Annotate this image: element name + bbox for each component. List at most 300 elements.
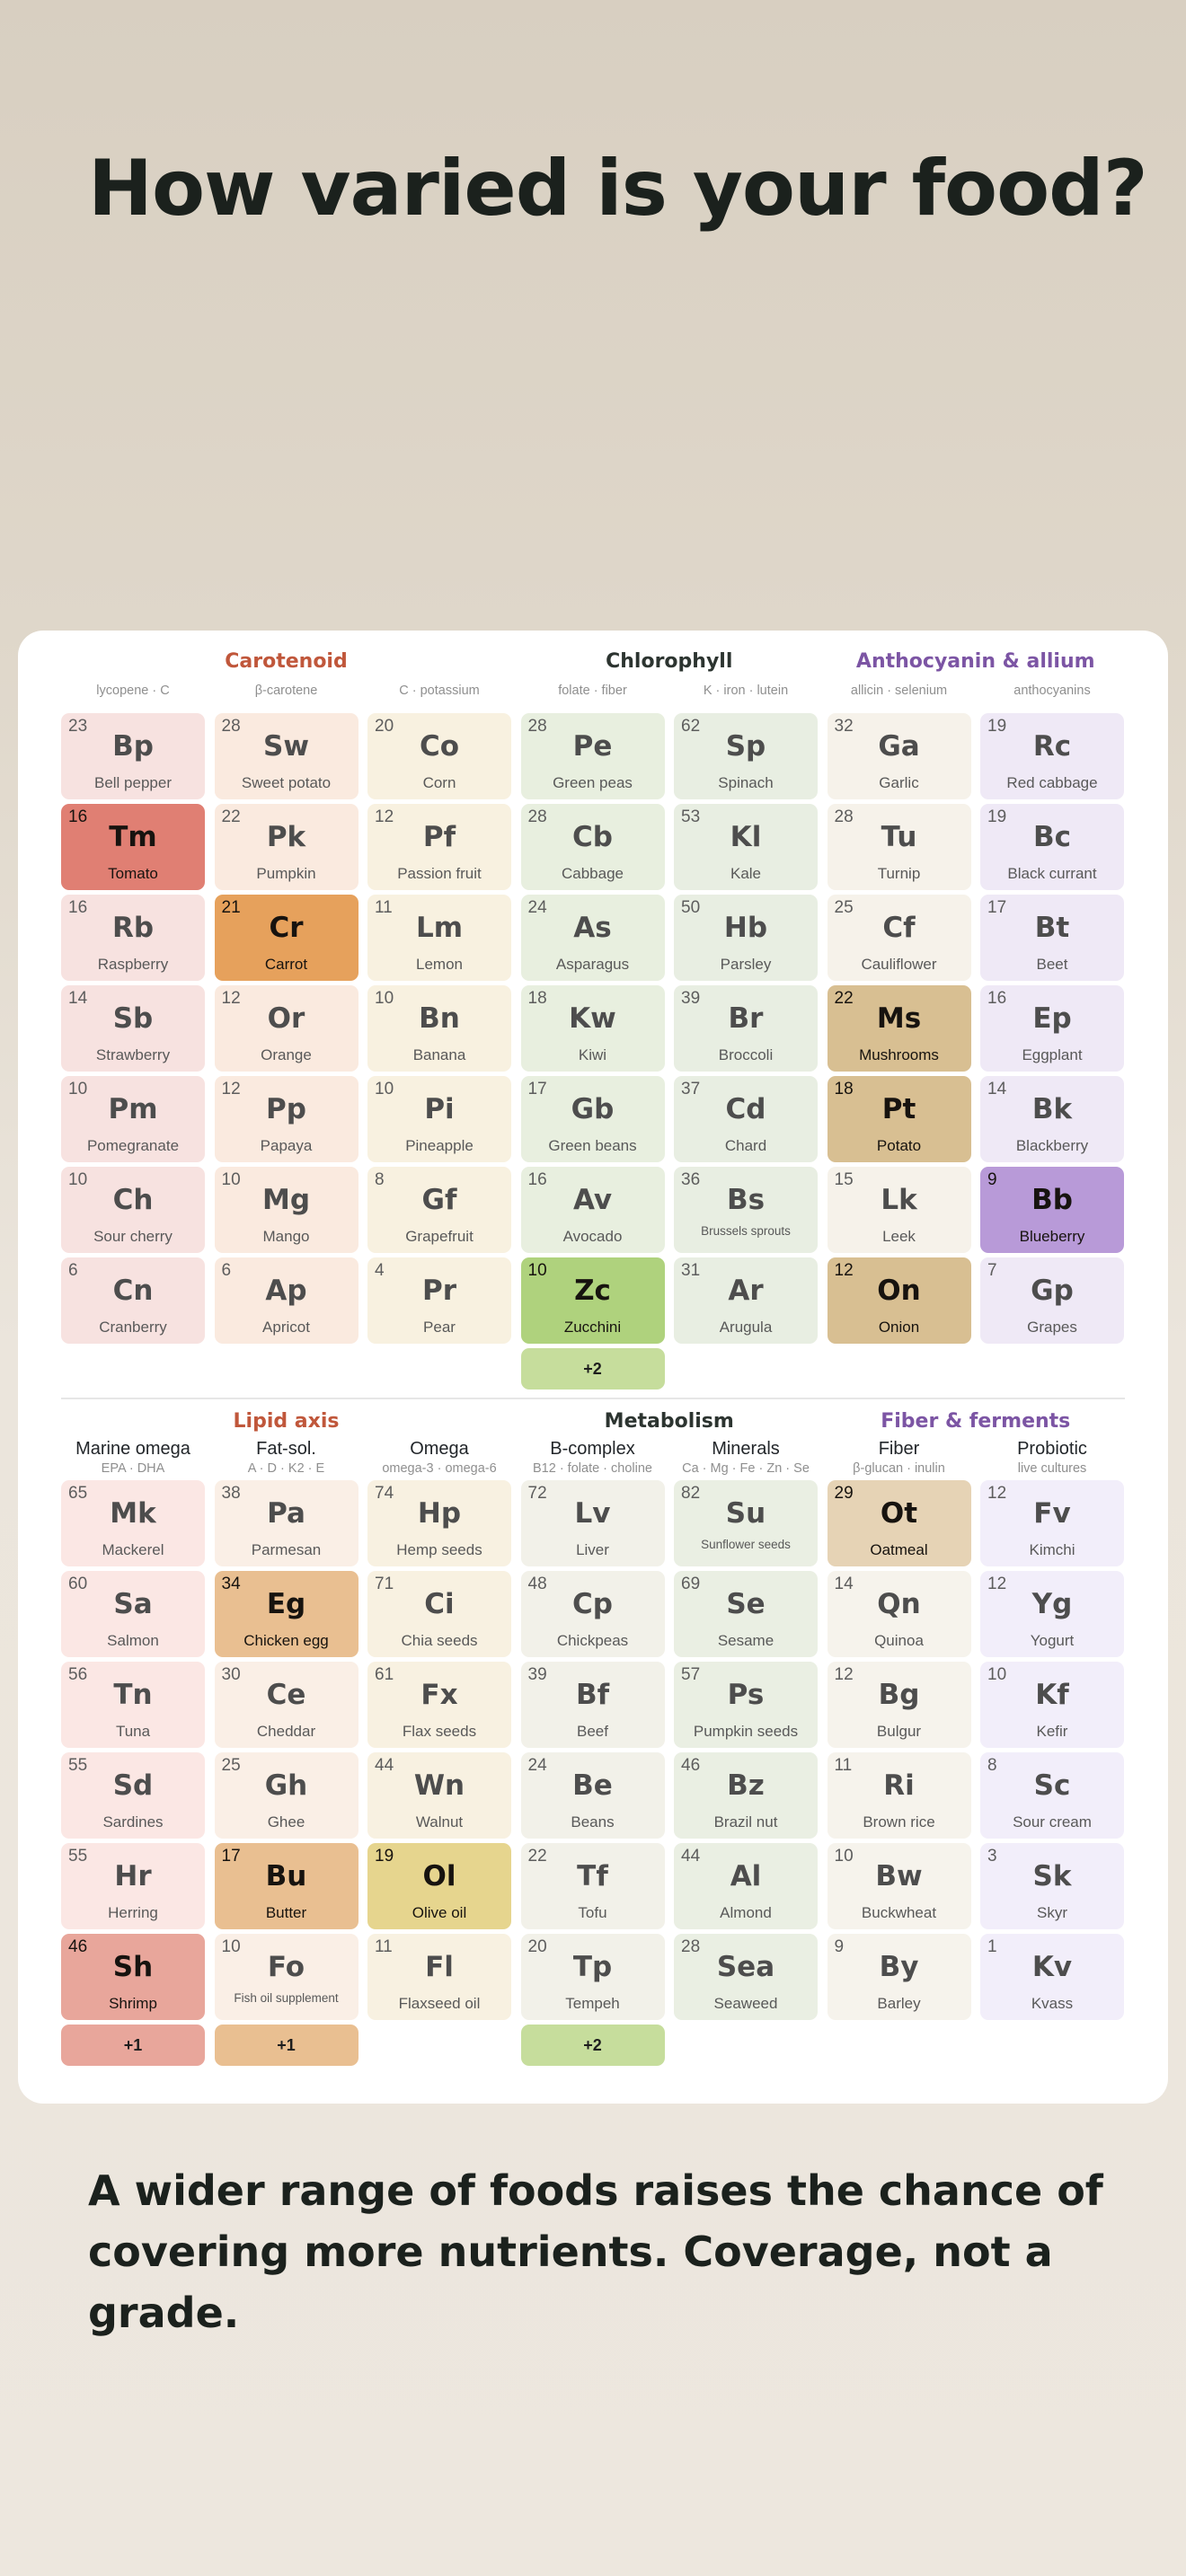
food-count: 3 <box>987 1847 997 1866</box>
food-symbol: Bs <box>726 1184 766 1216</box>
food-name: Corn <box>422 774 456 791</box>
food-cell-sour-cream[interactable] <box>980 1752 1124 1839</box>
food-name: Cranberry <box>99 1319 167 1336</box>
food-count: 17 <box>527 1080 547 1098</box>
food-count: 28 <box>527 717 547 736</box>
food-cell-garlic[interactable] <box>828 713 971 799</box>
food-count: 12 <box>834 1261 854 1280</box>
food-symbol: Pp <box>266 1093 306 1125</box>
food-count: 18 <box>527 989 547 1008</box>
food-symbol: Sp <box>725 730 766 763</box>
food-count: 46 <box>68 1937 88 1956</box>
food-name: Mackerel <box>102 1541 164 1558</box>
food-cell-mango[interactable] <box>215 1167 358 1253</box>
food-symbol: Kf <box>1035 1679 1069 1711</box>
food-count: 14 <box>834 1575 854 1593</box>
group-title-anthocyanin: Anthocyanin & allium <box>855 650 1095 673</box>
column-name: Fat-sol. <box>256 1439 316 1459</box>
column-subtitle: allicin · selenium <box>850 684 948 698</box>
food-cell-bulgur[interactable] <box>828 1662 971 1748</box>
food-cell-cheddar[interactable] <box>215 1662 358 1748</box>
food-name: Tomato <box>108 865 158 882</box>
food-symbol: Lm <box>415 912 464 944</box>
food-count: 17 <box>987 898 1007 917</box>
food-symbol: Cb <box>572 821 613 853</box>
food-symbol: Fx <box>420 1679 458 1711</box>
food-name: Bulgur <box>876 1723 922 1740</box>
food-count: 11 <box>834 1756 853 1775</box>
food-name: Herring <box>108 1904 158 1921</box>
food-cell-barley[interactable] <box>828 1934 971 2020</box>
food-cell-butter[interactable] <box>215 1843 358 1929</box>
column-name: Marine omega <box>75 1439 190 1459</box>
food-symbol: Fv <box>1033 1497 1071 1530</box>
food-symbol: Bb <box>1031 1184 1073 1216</box>
food-symbol: Hb <box>723 912 768 944</box>
food-name: Pear <box>423 1319 456 1336</box>
food-count: 6 <box>221 1261 232 1280</box>
more-foods-button[interactable]: +2 <box>521 2025 665 2066</box>
food-cell-seaweed[interactable] <box>674 1934 818 2020</box>
group-title-fiber: Fiber & ferments <box>881 1410 1071 1433</box>
food-cell-chard[interactable] <box>674 1076 818 1162</box>
food-count: 8 <box>987 1756 997 1775</box>
food-name: Leek <box>882 1228 916 1245</box>
food-symbol: On <box>877 1275 921 1307</box>
food-cell-kale[interactable] <box>674 804 818 890</box>
food-cell-potato[interactable] <box>828 1076 971 1162</box>
food-symbol: Sd <box>112 1769 154 1802</box>
food-name: Kimchi <box>1029 1541 1075 1558</box>
food-cell-skyr[interactable] <box>980 1843 1124 1929</box>
food-symbol: Bt <box>1034 912 1070 944</box>
food-cell-yogurt[interactable] <box>980 1571 1124 1657</box>
food-name: Turnip <box>877 865 921 882</box>
food-count: 46 <box>681 1756 701 1775</box>
food-name: Broccoli <box>718 1046 774 1063</box>
food-count: 24 <box>527 1756 547 1775</box>
food-cell-kimchi[interactable] <box>980 1480 1124 1566</box>
food-name: Beef <box>577 1723 608 1740</box>
section-plant-pigments <box>61 650 1125 1394</box>
food-count: 18 <box>834 1080 854 1098</box>
food-name: Mango <box>262 1228 310 1245</box>
food-count: 65 <box>68 1484 88 1503</box>
food-symbol: Pf <box>422 821 456 853</box>
food-name: Passion fruit <box>397 865 482 882</box>
food-cell-pear[interactable] <box>367 1257 511 1344</box>
food-cell-kefir[interactable] <box>980 1662 1124 1748</box>
food-cell-kvass[interactable] <box>980 1934 1124 2020</box>
food-count: 38 <box>221 1484 241 1503</box>
food-cell-beet[interactable] <box>980 895 1124 981</box>
food-cell-buckwheat[interactable] <box>828 1843 971 1929</box>
food-name: Fish oil supplement <box>234 1991 339 2005</box>
food-cell-chickpeas[interactable] <box>521 1571 665 1657</box>
food-cell-banana[interactable] <box>367 985 511 1072</box>
food-name: Bell pepper <box>93 774 172 791</box>
food-symbol: Ch <box>112 1184 154 1216</box>
food-cell-kiwi[interactable] <box>521 985 665 1072</box>
food-name: Red cabbage <box>1006 774 1098 791</box>
footer-note: A wider range of foods raises the chance of covering more nutrients. Coverage, not a grade. <box>88 2166 1103 2337</box>
food-count: 20 <box>527 1937 547 1956</box>
food-count: 34 <box>221 1575 241 1593</box>
food-symbol: Fl <box>425 1951 454 1983</box>
food-symbol: Cn <box>112 1275 154 1307</box>
food-cell-oatmeal[interactable] <box>828 1480 971 1566</box>
food-name: Liver <box>576 1541 609 1558</box>
food-cell-lemon[interactable] <box>367 895 511 981</box>
food-cell-green-peas[interactable] <box>521 713 665 799</box>
food-name: Tofu <box>578 1904 607 1921</box>
food-cell-brussels-sprouts[interactable] <box>674 1167 818 1253</box>
food-name: Beans <box>571 1813 615 1831</box>
column-subtitle: β-carotene <box>254 684 318 698</box>
food-cell-asparagus[interactable] <box>521 895 665 981</box>
food-name: Seaweed <box>713 1995 778 2012</box>
food-count: 1 <box>987 1937 997 1956</box>
food-cell-sardines[interactable] <box>61 1752 205 1839</box>
food-symbol: Gb <box>571 1093 615 1125</box>
food-cell-corn[interactable] <box>367 713 511 799</box>
food-count: 28 <box>681 1937 701 1956</box>
food-name: Potato <box>876 1137 922 1154</box>
food-symbol: Tn <box>113 1679 153 1711</box>
food-cell-spinach[interactable] <box>674 713 818 799</box>
food-count: 60 <box>68 1575 88 1593</box>
food-cell-liver[interactable] <box>521 1480 665 1566</box>
food-cell-leek[interactable] <box>828 1167 971 1253</box>
food-cell-hemp-seeds[interactable] <box>367 1480 511 1566</box>
food-name: Flaxseed oil <box>398 1995 481 2012</box>
food-count: 9 <box>987 1170 997 1189</box>
food-symbol: Pr <box>421 1275 456 1307</box>
food-cell-carrot[interactable] <box>215 895 358 981</box>
food-cell-sweet-potato[interactable] <box>215 713 358 799</box>
food-cell-sunflower-seeds[interactable] <box>674 1480 818 1566</box>
food-count: 50 <box>681 898 701 917</box>
food-count: 23 <box>68 717 88 736</box>
food-count: 10 <box>527 1261 547 1280</box>
food-cell-tempeh[interactable] <box>521 1934 665 2020</box>
food-cell-blueberry[interactable] <box>980 1167 1124 1253</box>
food-cell-brazil-nut[interactable] <box>674 1752 818 1839</box>
food-count: 16 <box>68 807 88 826</box>
food-count: 22 <box>221 807 241 826</box>
column-subtitle: folate · fiber <box>558 684 627 698</box>
food-cell-broccoli[interactable] <box>674 985 818 1072</box>
food-name: Eggplant <box>1022 1046 1083 1063</box>
food-cell-sesame[interactable] <box>674 1571 818 1657</box>
food-symbol: Tf <box>577 1860 608 1892</box>
food-cell-green-beans[interactable] <box>521 1076 665 1162</box>
food-symbol: Ga <box>878 730 920 763</box>
food-symbol: Bc <box>1032 821 1071 853</box>
food-name: Butter <box>265 1904 307 1921</box>
food-symbol: Ce <box>266 1679 306 1711</box>
column-subtitle: K · iron · lutein <box>703 684 789 698</box>
food-cell-quinoa[interactable] <box>828 1571 971 1657</box>
food-symbol: Tp <box>572 1951 613 1983</box>
food-cell-tuna[interactable] <box>61 1662 205 1748</box>
food-count: 36 <box>681 1170 701 1189</box>
food-table-card <box>18 631 1168 2104</box>
food-cell-strawberry[interactable] <box>61 985 205 1072</box>
food-symbol: Qn <box>877 1588 921 1620</box>
food-symbol: Bp <box>112 730 154 763</box>
food-cell-papaya[interactable] <box>215 1076 358 1162</box>
food-name: Almond <box>720 1904 772 1921</box>
food-count: 12 <box>987 1484 1007 1503</box>
food-name: Cheddar <box>256 1723 316 1740</box>
column-subtitle: A · D · K2 · E <box>247 1461 325 1476</box>
food-count: 25 <box>221 1756 241 1775</box>
food-name: Chard <box>724 1137 767 1154</box>
food-name: Skyr <box>1037 1904 1067 1921</box>
food-symbol: Pe <box>572 730 613 763</box>
more-foods-button[interactable]: +1 <box>61 2025 205 2066</box>
food-name: Brussels sprouts <box>701 1224 791 1238</box>
group-title-carotenoid: Carotenoid <box>225 650 348 673</box>
food-count: 74 <box>375 1484 394 1503</box>
food-name: Kefir <box>1036 1723 1068 1740</box>
food-cell-grapes[interactable] <box>980 1257 1124 1344</box>
more-foods-button[interactable]: +1 <box>215 2025 358 2066</box>
food-cell-beef[interactable] <box>521 1662 665 1748</box>
food-cell-shrimp[interactable] <box>61 1934 205 2020</box>
food-symbol: Br <box>728 1002 764 1035</box>
food-name: Sour cherry <box>93 1228 173 1245</box>
food-symbol: Sc <box>1033 1769 1071 1802</box>
food-name: Onion <box>878 1319 920 1336</box>
food-name: Lemon <box>416 956 463 973</box>
food-count: 44 <box>375 1756 394 1775</box>
food-symbol: Fo <box>267 1951 305 1983</box>
food-cell-walnut[interactable] <box>367 1752 511 1839</box>
food-count: 22 <box>834 989 854 1008</box>
food-cell-olive-oil[interactable] <box>367 1843 511 1929</box>
column-subtitle: lycopene · C <box>96 684 170 698</box>
food-symbol: Av <box>572 1184 613 1216</box>
food-symbol: Pm <box>108 1093 158 1125</box>
food-name: Yogurt <box>1030 1632 1075 1649</box>
food-name: Chickpeas <box>556 1632 629 1649</box>
food-cell-cauliflower[interactable] <box>828 895 971 981</box>
food-symbol: As <box>573 912 612 944</box>
food-cell-apricot[interactable] <box>215 1257 358 1344</box>
food-name: Arugula <box>719 1319 773 1336</box>
food-name: Cauliflower <box>861 956 937 973</box>
food-name: Pumpkin <box>256 865 316 882</box>
food-symbol: Eg <box>266 1588 306 1620</box>
food-name: Olive oil <box>412 1904 467 1921</box>
food-symbol: Pk <box>266 821 306 853</box>
food-cell-onion[interactable] <box>828 1257 971 1344</box>
food-cell-avocado[interactable] <box>521 1167 665 1253</box>
food-cell-cranberry[interactable] <box>61 1257 205 1344</box>
food-symbol: Ot <box>880 1497 918 1530</box>
food-count: 19 <box>375 1847 394 1866</box>
food-cell-parsley[interactable] <box>674 895 818 981</box>
food-cell-blackberry[interactable] <box>980 1076 1124 1162</box>
food-count: 61 <box>375 1665 394 1684</box>
food-cell-eggplant[interactable] <box>980 985 1124 1072</box>
food-count: 16 <box>68 898 88 917</box>
food-name: Mushrooms <box>859 1046 939 1063</box>
column-subtitle: Ca · Mg · Fe · Zn · Se <box>682 1461 810 1476</box>
food-cell-pineapple[interactable] <box>367 1076 511 1162</box>
food-count: 25 <box>834 898 854 917</box>
food-count: 16 <box>987 989 1007 1008</box>
food-count: 12 <box>221 1080 241 1098</box>
food-name: Pomegranate <box>86 1137 180 1154</box>
food-name: Shrimp <box>109 1995 157 2012</box>
group-title-metabolism: Metabolism <box>604 1410 734 1433</box>
food-symbol: Sw <box>263 730 309 763</box>
food-symbol: Ps <box>727 1679 765 1711</box>
food-count: 55 <box>68 1756 88 1775</box>
food-cell-zucchini[interactable] <box>521 1257 665 1344</box>
food-count: 28 <box>221 717 241 736</box>
food-cell-bell-pepper[interactable] <box>61 713 205 799</box>
food-name: Beet <box>1036 956 1068 973</box>
food-symbol: Gp <box>1031 1275 1074 1307</box>
food-cell-raspberry[interactable] <box>61 895 205 981</box>
food-count: 20 <box>375 717 394 736</box>
food-name: Spinach <box>718 774 774 791</box>
food-count: 7 <box>987 1261 997 1280</box>
food-count: 62 <box>681 717 701 736</box>
food-name: Kvass <box>1031 1995 1074 2012</box>
food-cell-herring[interactable] <box>61 1843 205 1929</box>
food-cell-arugula[interactable] <box>674 1257 818 1344</box>
food-symbol: Bu <box>265 1860 307 1892</box>
food-symbol: Sh <box>112 1951 154 1983</box>
food-name: Apricot <box>262 1319 310 1336</box>
food-count: 39 <box>527 1665 547 1684</box>
food-cell-pomegranate[interactable] <box>61 1076 205 1162</box>
food-count: 10 <box>68 1170 88 1189</box>
food-cell-chicken-egg[interactable] <box>215 1571 358 1657</box>
food-symbol: Tu <box>881 821 917 853</box>
food-symbol: Gh <box>264 1769 308 1802</box>
food-cell-red-cabbage[interactable] <box>980 713 1124 799</box>
food-count: 31 <box>681 1261 701 1280</box>
food-cell-tofu[interactable] <box>521 1843 665 1929</box>
food-name: Quinoa <box>874 1632 924 1649</box>
food-cell-pumpkin-seeds[interactable] <box>674 1662 818 1748</box>
food-count: 10 <box>221 1170 241 1189</box>
more-foods-button[interactable]: +2 <box>521 1348 665 1389</box>
food-cell-salmon[interactable] <box>61 1571 205 1657</box>
food-count: 56 <box>68 1665 88 1684</box>
food-symbol: Mg <box>261 1184 311 1216</box>
food-cell-chia-seeds[interactable] <box>367 1571 511 1657</box>
food-count: 12 <box>834 1665 854 1684</box>
column-subtitle: β-glucan · inulin <box>853 1461 945 1476</box>
food-cell-mushrooms[interactable] <box>828 985 971 1072</box>
food-cell-black-currant[interactable] <box>980 804 1124 890</box>
food-name: Tempeh <box>565 1995 620 2012</box>
food-name: Pineapple <box>405 1137 474 1154</box>
food-cell-parmesan[interactable] <box>215 1480 358 1566</box>
food-cell-turnip[interactable] <box>828 804 971 890</box>
food-symbol: Bk <box>1031 1093 1073 1125</box>
food-symbol: Pt <box>881 1093 916 1125</box>
food-symbol: Zc <box>574 1275 611 1307</box>
food-cell-tomato[interactable] <box>61 804 205 890</box>
food-name: Sour cream <box>1013 1813 1092 1831</box>
food-cell-pumpkin[interactable] <box>215 804 358 890</box>
food-count: 55 <box>68 1847 88 1866</box>
food-cell-fish-oil-supplement[interactable] <box>215 1934 358 2020</box>
food-symbol: Ep <box>1032 1002 1072 1035</box>
food-name: Barley <box>877 1995 921 2012</box>
food-name: Chicken egg <box>243 1632 329 1649</box>
food-count: 28 <box>834 807 854 826</box>
food-name: Brown rice <box>863 1813 935 1831</box>
food-count: 14 <box>987 1080 1007 1098</box>
page-title: How varied is your food? <box>88 144 1147 234</box>
food-count: 69 <box>681 1575 701 1593</box>
food-count: 12 <box>375 807 394 826</box>
section-nutrient-axes <box>61 1410 1125 2075</box>
food-symbol: Hr <box>114 1860 152 1892</box>
food-cell-orange[interactable] <box>215 985 358 1072</box>
food-name: Brazil nut <box>713 1813 778 1831</box>
food-symbol: Cf <box>882 912 916 944</box>
food-symbol: Ci <box>424 1588 455 1620</box>
food-name: Sweet potato <box>241 774 332 791</box>
food-cell-ghee[interactable] <box>215 1752 358 1839</box>
food-name: Walnut <box>415 1813 464 1831</box>
food-symbol: Tm <box>109 821 157 853</box>
food-symbol: Ri <box>883 1769 915 1802</box>
food-name: Cabbage <box>561 865 624 882</box>
food-name: Banana <box>412 1046 466 1063</box>
column-subtitle: B12 · folate · choline <box>533 1461 652 1476</box>
food-symbol: Bn <box>419 1002 460 1035</box>
food-cell-brown-rice[interactable] <box>828 1752 971 1839</box>
food-cell-almond[interactable] <box>674 1843 818 1929</box>
food-cell-grapefruit[interactable] <box>367 1167 511 1253</box>
column-name: Omega <box>410 1439 469 1459</box>
food-count: 10 <box>221 1937 241 1956</box>
food-cell-mackerel[interactable] <box>61 1480 205 1566</box>
food-name: Black currant <box>1007 865 1097 882</box>
food-symbol: Sb <box>112 1002 154 1035</box>
food-name: Blueberry <box>1019 1228 1085 1245</box>
food-cell-sour-cherry[interactable] <box>61 1167 205 1253</box>
food-symbol: Gf <box>421 1184 457 1216</box>
food-symbol: Be <box>572 1769 613 1802</box>
food-name: Flax seeds <box>402 1723 477 1740</box>
food-name: Strawberry <box>95 1046 171 1063</box>
food-symbol: Pa <box>267 1497 305 1530</box>
column-subtitle: omega-3 · omega-6 <box>382 1461 497 1476</box>
food-cell-passion-fruit[interactable] <box>367 804 511 890</box>
food-cell-flax-seeds[interactable] <box>367 1662 511 1748</box>
food-symbol: Bz <box>727 1769 765 1802</box>
food-count: 21 <box>221 898 241 917</box>
food-count: 44 <box>681 1847 701 1866</box>
food-cell-cabbage[interactable] <box>521 804 665 890</box>
food-count: 10 <box>375 1080 394 1098</box>
food-symbol: Bw <box>875 1860 923 1892</box>
food-cell-beans[interactable] <box>521 1752 665 1839</box>
food-cell-flaxseed-oil[interactable] <box>367 1934 511 2020</box>
